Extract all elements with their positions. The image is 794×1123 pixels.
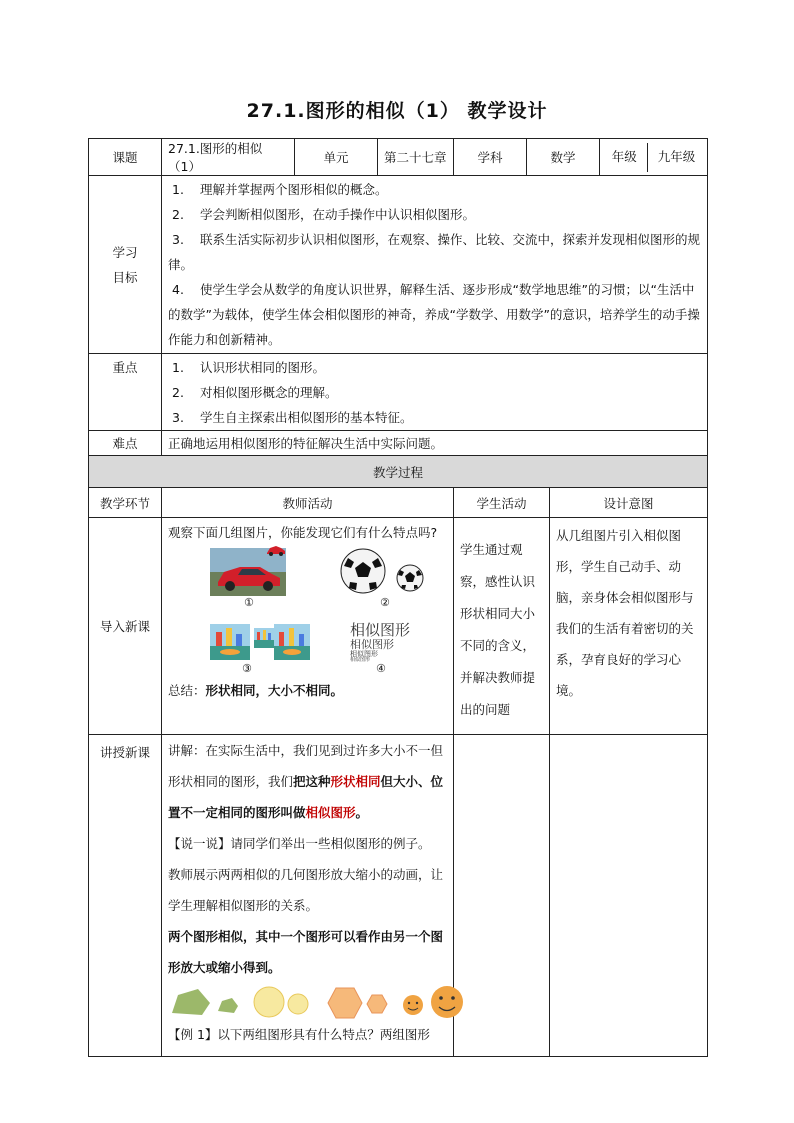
sim-text-size-4: 相似图形 — [350, 657, 371, 664]
objectives-label-1: 学习 — [112, 244, 138, 260]
col-teacher: 教师活动 — [162, 488, 454, 518]
intro-intent: 从几组图片引入相似图形，学生自己动手、动脑，亲身体会相似图形与我们的生活有着密切的关系，孕育良好的学习心境。 — [550, 518, 708, 735]
lecture-teacher — [162, 735, 454, 1057]
grade-value: 九年级 — [657, 148, 696, 164]
col-student: 学生活动 — [454, 488, 550, 518]
lecture-stage: 讲授新课 — [89, 735, 162, 1057]
intro-teacher — [162, 518, 454, 735]
lecture-paragraph-2: 【说一说】请同学们举出一些相似图形的例子。 — [168, 836, 431, 851]
process-columns-row — [89, 488, 708, 518]
difficulty-text: 正确地运用相似图形的特征解决生活中实际问题。 — [162, 431, 708, 456]
header-row — [89, 139, 708, 176]
objective-item: 2. 学会判断相似图形，在动手操作中认识相似图形。 — [172, 207, 476, 222]
unit-label: 单元 — [295, 139, 378, 176]
circle-small-shape — [288, 994, 308, 1014]
caption-4: ④ — [376, 662, 386, 675]
sim-text-size-2: 相似图形 — [350, 637, 394, 651]
col-intent: 设计意图 — [550, 488, 708, 518]
objectives-label — [89, 176, 162, 354]
intro-row — [89, 518, 708, 735]
objective-item: 4. 使学生学会从数学的角度认识世界，解释生活、逐步形成“数学地思维”的习惯；以“生活中的数学”为载体，使学生体会相似图形的神奇，养成“学数学、用数学”的意识，培养学生的动手操作能力和创新精神。 — [168, 282, 700, 347]
smiley-small-icon — [403, 995, 423, 1015]
summary-label: 总结： — [168, 683, 206, 698]
intro-summary — [168, 679, 447, 703]
key-point-item: 3. 学生自主探索出相似图形的基本特征。 — [172, 409, 413, 425]
similar-shapes-row — [168, 983, 468, 1019]
process-heading: 教学过程 — [89, 456, 708, 488]
smiley-large-icon — [431, 986, 463, 1018]
pentagon-small-shape — [218, 998, 238, 1013]
lesson-plan-table — [88, 138, 708, 1057]
col-stage: 教学环节 — [89, 488, 162, 518]
lecture-student — [454, 735, 550, 1057]
grade-label: 年级 — [611, 148, 637, 164]
key-points-row — [89, 354, 708, 431]
grade-divider — [647, 143, 648, 172]
key-point-item: 1. 认识形状相同的图形。 — [172, 359, 326, 375]
caption-1: ① — [244, 596, 254, 609]
difficulty-row — [89, 431, 708, 456]
key-points-list — [168, 355, 701, 430]
summary-text: 形状相同，大小不相同。 — [205, 683, 344, 698]
objective-item: 3. 联系生活实际初步认识相似图形，在观察、操作、比较、交流中，探索并发现相似图形的规律。 — [168, 232, 701, 272]
subject-label: 学科 — [454, 139, 527, 176]
objectives-label-2: 目标 — [112, 269, 138, 285]
key-points-label: 重点 — [89, 354, 162, 431]
similar-text-samples — [350, 622, 410, 664]
objective-item: 1. 理解并掌握两个图形相似的概念。 — [172, 182, 388, 197]
hexagon-large-shape — [328, 988, 362, 1018]
lecture-paragraph-3: 教师展示两两相似的几何图形放大缩小的动画，让学生理解相似图形的关系。 — [168, 867, 444, 913]
grade-cell — [600, 139, 708, 176]
lecture-paragraph-4: 两个图形相似，其中一个图形可以看作由另一个图形放大或缩小得到。 — [168, 929, 444, 975]
lecture-intent — [550, 735, 708, 1057]
large-soccer-ball-icon — [340, 548, 386, 594]
unit-value: 第二十七章 — [378, 139, 454, 176]
caption-2: ② — [380, 596, 390, 609]
difficulty-label: 难点 — [89, 431, 162, 456]
caption-3: ③ — [242, 662, 252, 675]
key-points-content — [162, 354, 708, 431]
intro-pictures — [168, 544, 447, 679]
lecture-row — [89, 735, 708, 1057]
objectives-content — [162, 176, 708, 354]
key-point-item: 2. 对相似图形概念的理解。 — [172, 384, 338, 400]
lecture-paragraph-5: 【例 1】以下两组图形具有什么特点？两组图形 — [168, 1027, 430, 1042]
process-heading-row — [89, 456, 708, 488]
small-car-image — [266, 544, 286, 556]
topic-value: 27.1.图形的相似（1） — [162, 139, 295, 176]
circle-large-shape — [254, 987, 284, 1017]
small-soccer-ball-icon — [396, 564, 424, 592]
playground-image-medium — [274, 624, 310, 660]
playground-image-large — [210, 624, 250, 660]
intro-question: 观察下面几组图片，你能发现它们有什么特点吗? — [168, 525, 438, 540]
hexagon-small-shape — [367, 995, 387, 1013]
objectives-list — [168, 177, 701, 352]
subject-value: 数学 — [527, 139, 600, 176]
sim-text-size-1: 相似图形 — [350, 621, 411, 639]
intro-stage: 导入新课 — [89, 518, 162, 735]
page-title: 27.1.图形的相似（1） 教学设计 — [246, 100, 548, 122]
sim-text-size-3: 相似图形 — [350, 649, 378, 658]
objectives-row — [89, 176, 708, 354]
playground-image-small — [254, 628, 274, 648]
pentagon-large-shape — [172, 989, 210, 1015]
lecture-paragraph-1: 讲解：在实际生活中，我们见到过许多大小不一但形状相同的图形，我们把这种形状相同但大小、位置不一定相同的图形叫做相似图形。 — [168, 743, 444, 820]
topic-label: 课题 — [89, 139, 162, 176]
intro-student: 学生通过观察，感性认识形状相同大小不同的含义，并解决教师提出的问题 — [454, 518, 550, 735]
